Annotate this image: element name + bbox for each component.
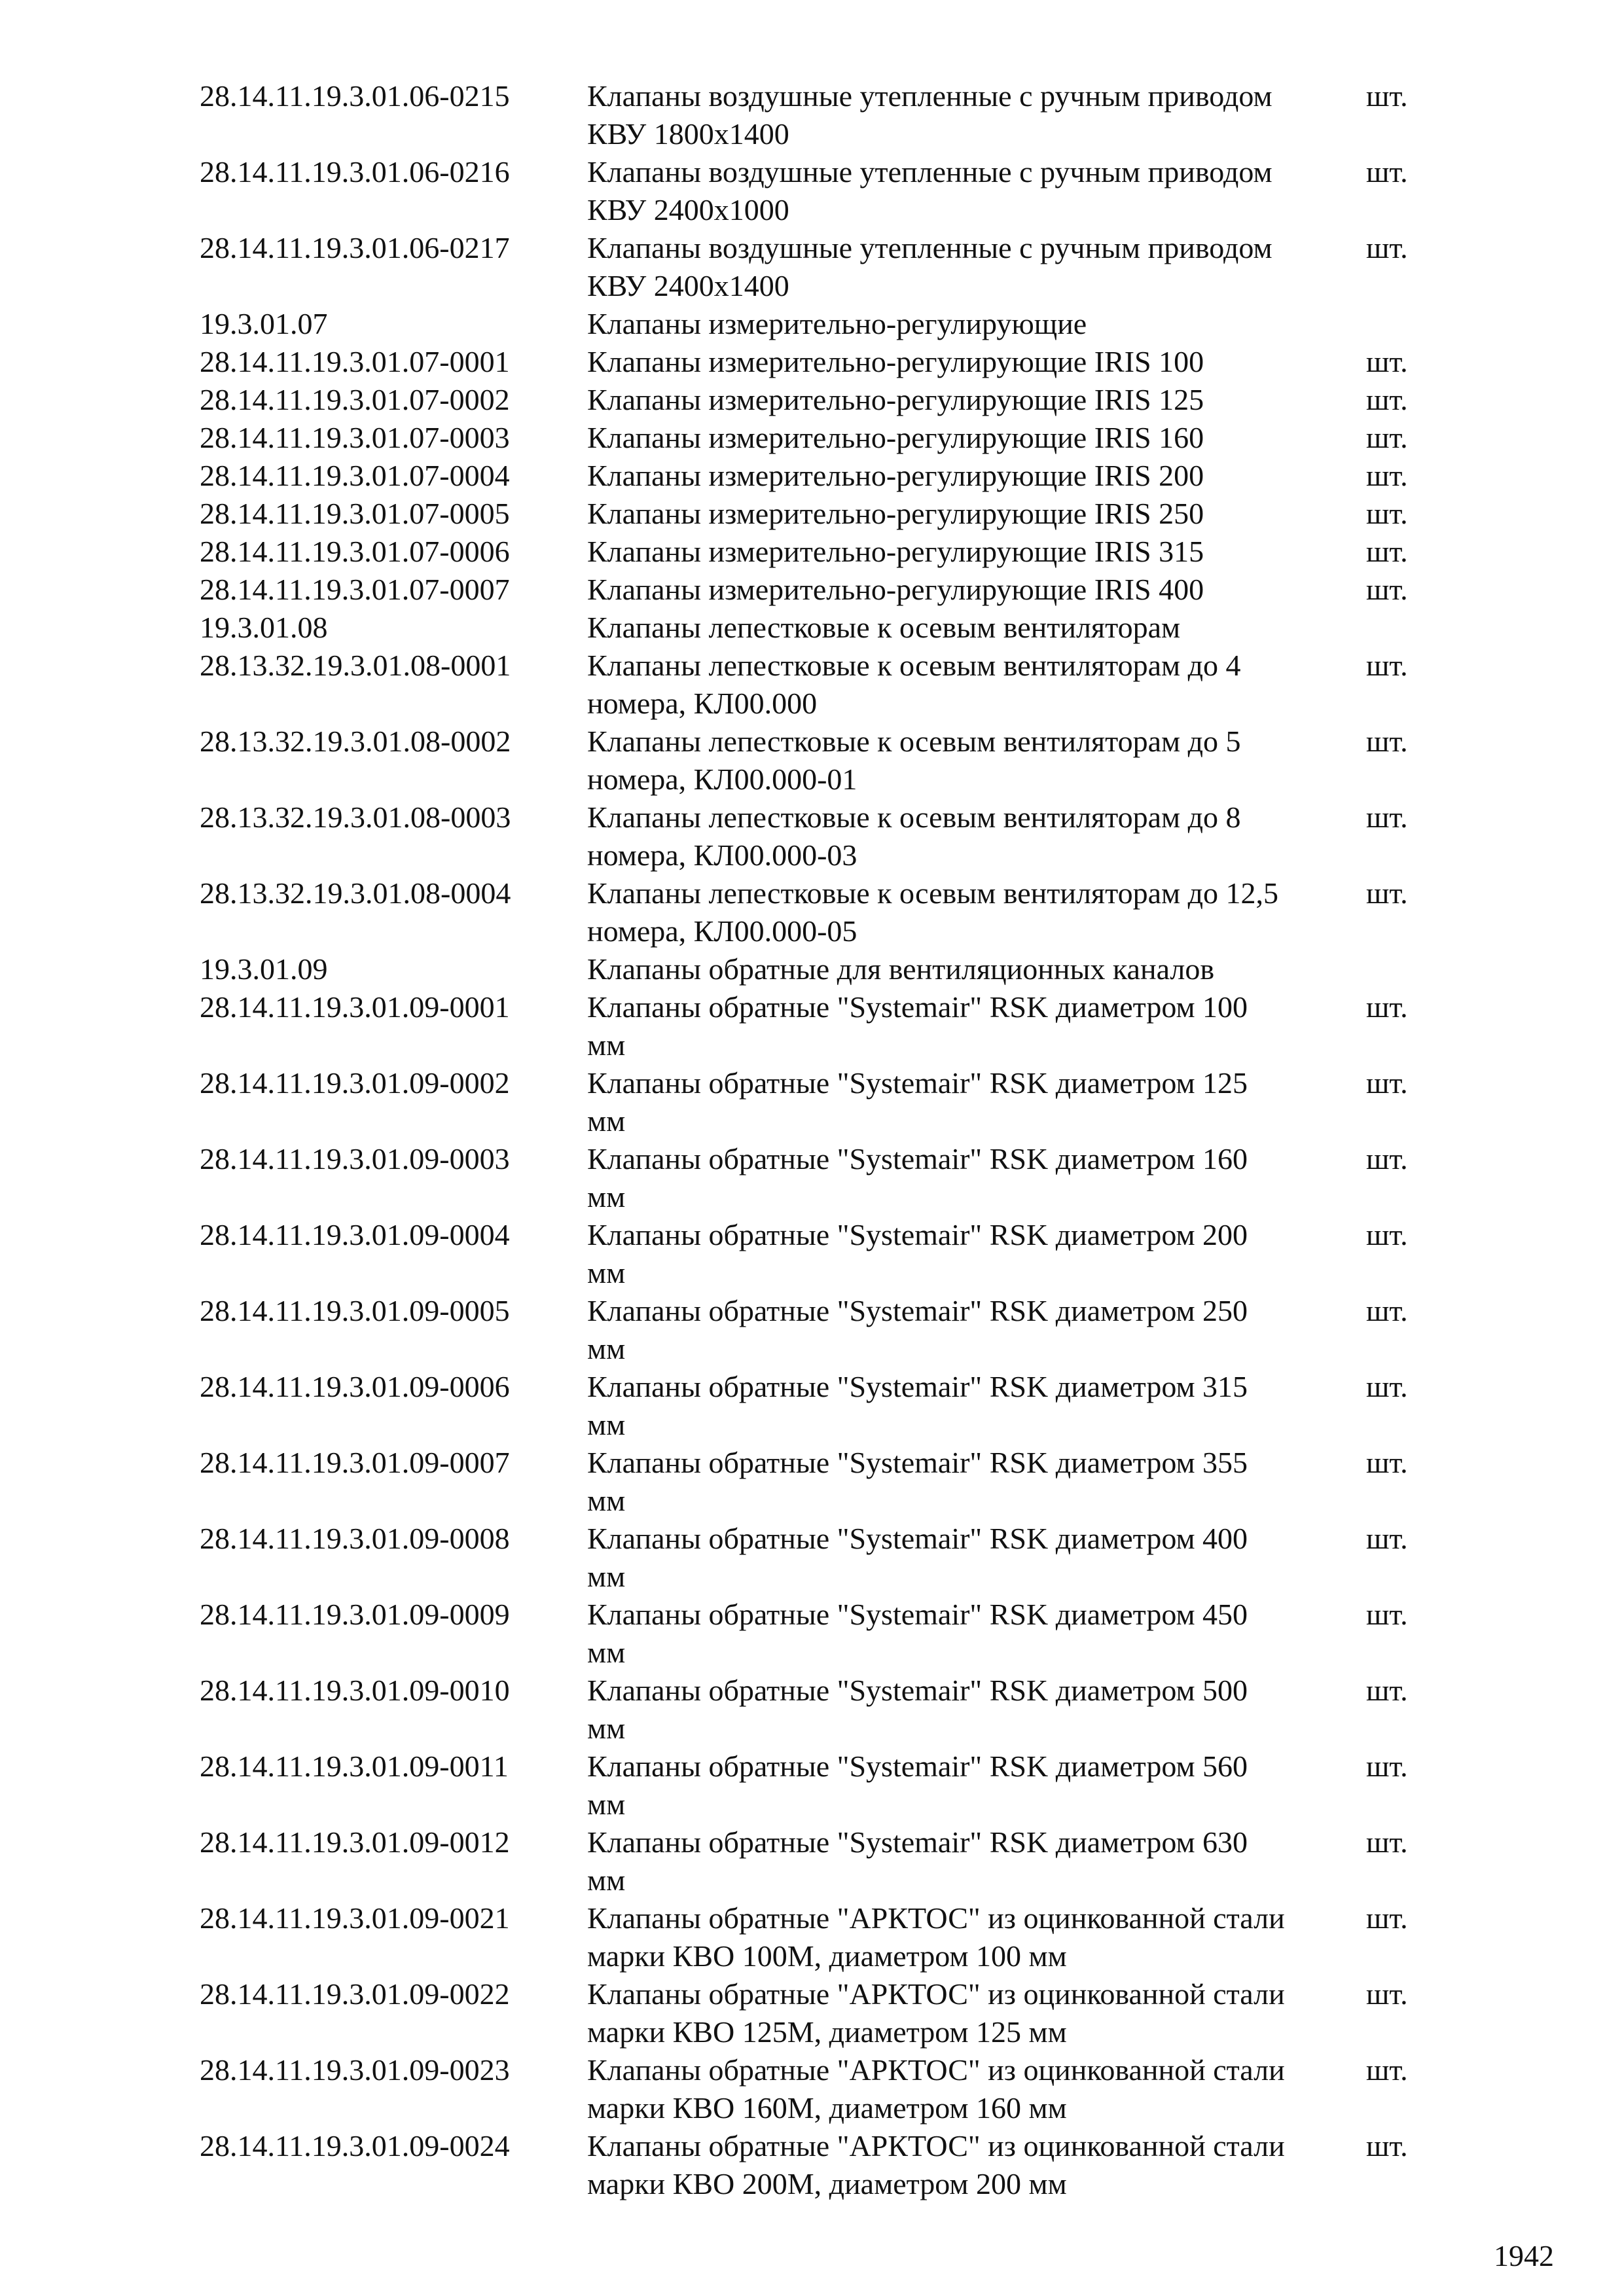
row-code: 28.13.32.19.3.01.08-0002 [200,725,511,758]
row-name: Клапаны обратные для вентиляционных каналов [587,952,1215,986]
group-header-row [200,950,1443,988]
row-unit: шт. [1366,155,1408,188]
table-row [200,533,1443,571]
row-name: Клапаны лепестковые к осевым вентиляторам до 8 номера, КЛ00.000-03 [587,800,1241,872]
row-name: Клапаны лепестковые к осевым вентиляторам до 5 номера, КЛ00.000-01 [587,725,1241,796]
table-row [200,153,1443,229]
row-code: 19.3.01.09 [200,952,328,986]
row-name: Клапаны обратные "АРКТОС" из оцинкованной стали марки КВО 125М, диаметром 125 мм [587,1977,1285,2049]
row-unit: шт. [1366,1901,1408,1935]
row-unit: шт. [1366,459,1408,492]
row-code: 28.14.11.19.3.01.07-0007 [200,573,510,606]
row-name: Клапаны измерительно-регулирующие [587,307,1087,340]
row-code: 28.14.11.19.3.01.09-0004 [200,1218,510,1251]
row-name: Клапаны обратные "Systemair" RSK диаметром 630 мм [587,1825,1248,1897]
row-unit: шт. [1366,1446,1408,1479]
table-row [200,457,1443,495]
row-unit: шт. [1366,1977,1408,2011]
group-header-row [200,305,1443,343]
table-row [200,419,1443,457]
row-code: 28.14.11.19.3.01.07-0004 [200,459,510,492]
row-code: 28.14.11.19.3.01.09-0001 [200,990,510,1024]
row-name: Клапаны обратные "Systemair" RSK диаметром 250 мм [587,1294,1248,1365]
table-row [200,1823,1443,1899]
row-unit: шт. [1366,1522,1408,1555]
row-code: 28.14.11.19.3.01.09-0024 [200,2129,510,2162]
row-unit: шт. [1366,1749,1408,1783]
row-name: Клапаны измерительно-регулирующие IRIS 125 [587,383,1204,416]
table-row [200,1064,1443,1140]
row-name: Клапаны лепестковые к осевым вентиляторам до 4 номера, КЛ00.000 [587,649,1241,720]
table-row [200,1292,1443,1368]
table-row [200,1140,1443,1216]
row-name: Клапаны обратные "АРКТОС" из оцинкованной стали марки КВО 200М, диаметром 200 мм [587,2129,1285,2200]
row-code: 28.14.11.19.3.01.09-0007 [200,1446,510,1479]
row-name: Клапаны обратные "Systemair" RSK диаметром 315 мм [587,1370,1248,1441]
table-row [200,77,1443,153]
table-row [200,723,1443,798]
table-row [200,1596,1443,1672]
row-code: 28.14.11.19.3.01.09-0003 [200,1142,510,1175]
row-name: Клапаны измерительно-регулирующие IRIS 315 [587,535,1204,568]
table-row [200,1672,1443,1748]
table-row [200,647,1443,723]
row-unit: шт. [1366,1066,1408,1100]
table-row [200,988,1443,1064]
table-row [200,1975,1443,2051]
table-row [200,2051,1443,2127]
row-name: Клапаны обратные "Systemair" RSK диаметром 500 мм [587,1674,1248,1745]
table-row [200,381,1443,419]
row-code: 28.14.11.19.3.01.09-0010 [200,1674,510,1707]
row-name: Клапаны обратные "Systemair" RSK диаметром 560 мм [587,1749,1248,1821]
table-row [200,1520,1443,1596]
row-code: 28.14.11.19.3.01.09-0008 [200,1522,510,1555]
row-name: Клапаны измерительно-регулирующие IRIS 250 [587,497,1204,530]
row-unit: шт. [1366,1370,1408,1403]
row-name: Клапаны обратные "АРКТОС" из оцинкованной стали марки КВО 160М, диаметром 160 мм [587,2053,1285,2125]
table-row [200,1899,1443,1975]
row-code: 28.14.11.19.3.01.07-0002 [200,383,510,416]
row-name: Клапаны лепестковые к осевым вентиляторам до 12,5 номера, КЛ00.000-05 [587,876,1279,948]
table-row [200,1444,1443,1520]
table-row [200,343,1443,381]
row-code: 28.14.11.19.3.01.09-0011 [200,1749,509,1783]
row-unit: шт. [1366,725,1408,758]
row-unit: шт. [1366,535,1408,568]
row-code: 28.14.11.19.3.01.09-0006 [200,1370,510,1403]
row-unit: шт. [1366,1142,1408,1175]
table-row [200,495,1443,533]
row-code: 28.14.11.19.3.01.09-0022 [200,1977,510,2011]
row-unit: шт. [1366,383,1408,416]
row-unit: шт. [1366,1825,1408,1859]
row-name: Клапаны обратные "Systemair" RSK диаметром 160 мм [587,1142,1248,1213]
row-code: 28.14.11.19.3.01.09-0023 [200,2053,510,2087]
group-header-row [200,609,1443,647]
row-code: 19.3.01.08 [200,611,328,644]
row-code: 28.13.32.19.3.01.08-0001 [200,649,511,682]
row-name: Клапаны измерительно-регулирующие IRIS 400 [587,573,1204,606]
row-name: Клапаны обратные "Systemair" RSK диаметром 125 мм [587,1066,1248,1138]
table-row [200,229,1443,305]
row-unit: шт. [1366,79,1408,113]
row-unit: шт. [1366,345,1408,378]
row-unit: шт. [1366,2053,1408,2087]
row-name: Клапаны лепестковые к осевым вентиляторам [587,611,1181,644]
row-code: 28.14.11.19.3.01.09-0021 [200,1901,510,1935]
table-row [200,798,1443,874]
row-unit: шт. [1366,800,1408,834]
row-unit: шт. [1366,990,1408,1024]
row-unit: шт. [1366,497,1408,530]
row-name: Клапаны измерительно-регулирующие IRIS 100 [587,345,1204,378]
row-name: Клапаны обратные "Systemair" RSK диаметром 400 мм [587,1522,1248,1593]
resource-table [200,77,1443,2203]
row-name: Клапаны воздушные утепленные с ручным приводом КВУ 2400х1400 [587,231,1272,302]
row-name: Клапаны обратные "Systemair" RSK диаметром 355 мм [587,1446,1248,1517]
row-unit: шт. [1366,1674,1408,1707]
row-code: 28.14.11.19.3.01.09-0012 [200,1825,510,1859]
row-name: Клапаны измерительно-регулирующие IRIS 160 [587,421,1204,454]
row-code: 28.13.32.19.3.01.08-0004 [200,876,511,910]
row-name: Клапаны воздушные утепленные с ручным приводом КВУ 2400х1000 [587,155,1272,226]
table-row [200,1748,1443,1823]
row-code: 28.14.11.19.3.01.09-0005 [200,1294,510,1327]
table-row [200,1368,1443,1444]
row-code: 28.14.11.19.3.01.06-0217 [200,231,510,264]
row-code: 28.14.11.19.3.01.09-0009 [200,1598,510,1631]
row-unit: шт. [1366,1598,1408,1631]
row-unit: шт. [1366,573,1408,606]
row-unit: шт. [1366,876,1408,910]
row-code: 28.14.11.19.3.01.07-0003 [200,421,510,454]
table-row [200,874,1443,950]
row-code: 28.14.11.19.3.01.09-0002 [200,1066,510,1100]
row-name: Клапаны обратные "Systemair" RSK диаметром 450 мм [587,1598,1248,1669]
row-unit: шт. [1366,2129,1408,2162]
table-row [200,1216,1443,1292]
row-code: 28.13.32.19.3.01.08-0003 [200,800,511,834]
row-code: 19.3.01.07 [200,307,328,340]
row-unit: шт. [1366,1218,1408,1251]
row-code: 28.14.11.19.3.01.07-0005 [200,497,510,530]
row-name: Клапаны обратные "АРКТОС" из оцинкованной стали марки КВО 100М, диаметром 100 мм [587,1901,1285,1973]
row-unit: шт. [1366,231,1408,264]
table-row [200,571,1443,609]
row-name: Клапаны воздушные утепленные с ручным приводом КВУ 1800х1400 [587,79,1272,151]
row-code: 28.14.11.19.3.01.07-0001 [200,345,510,378]
row-code: 28.14.11.19.3.01.06-0216 [200,155,510,188]
table-row [200,2127,1443,2203]
row-name: Клапаны измерительно-регулирующие IRIS 200 [587,459,1204,492]
row-unit: шт. [1366,1294,1408,1327]
page-number: 1942 [1494,2239,1554,2272]
row-code: 28.14.11.19.3.01.07-0006 [200,535,510,568]
row-name: Клапаны обратные "Systemair" RSK диаметром 100 мм [587,990,1248,1062]
row-code: 28.14.11.19.3.01.06-0215 [200,79,510,113]
row-unit: шт. [1366,421,1408,454]
row-name: Клапаны обратные "Systemair" RSK диаметром 200 мм [587,1218,1248,1289]
row-unit: шт. [1366,649,1408,682]
